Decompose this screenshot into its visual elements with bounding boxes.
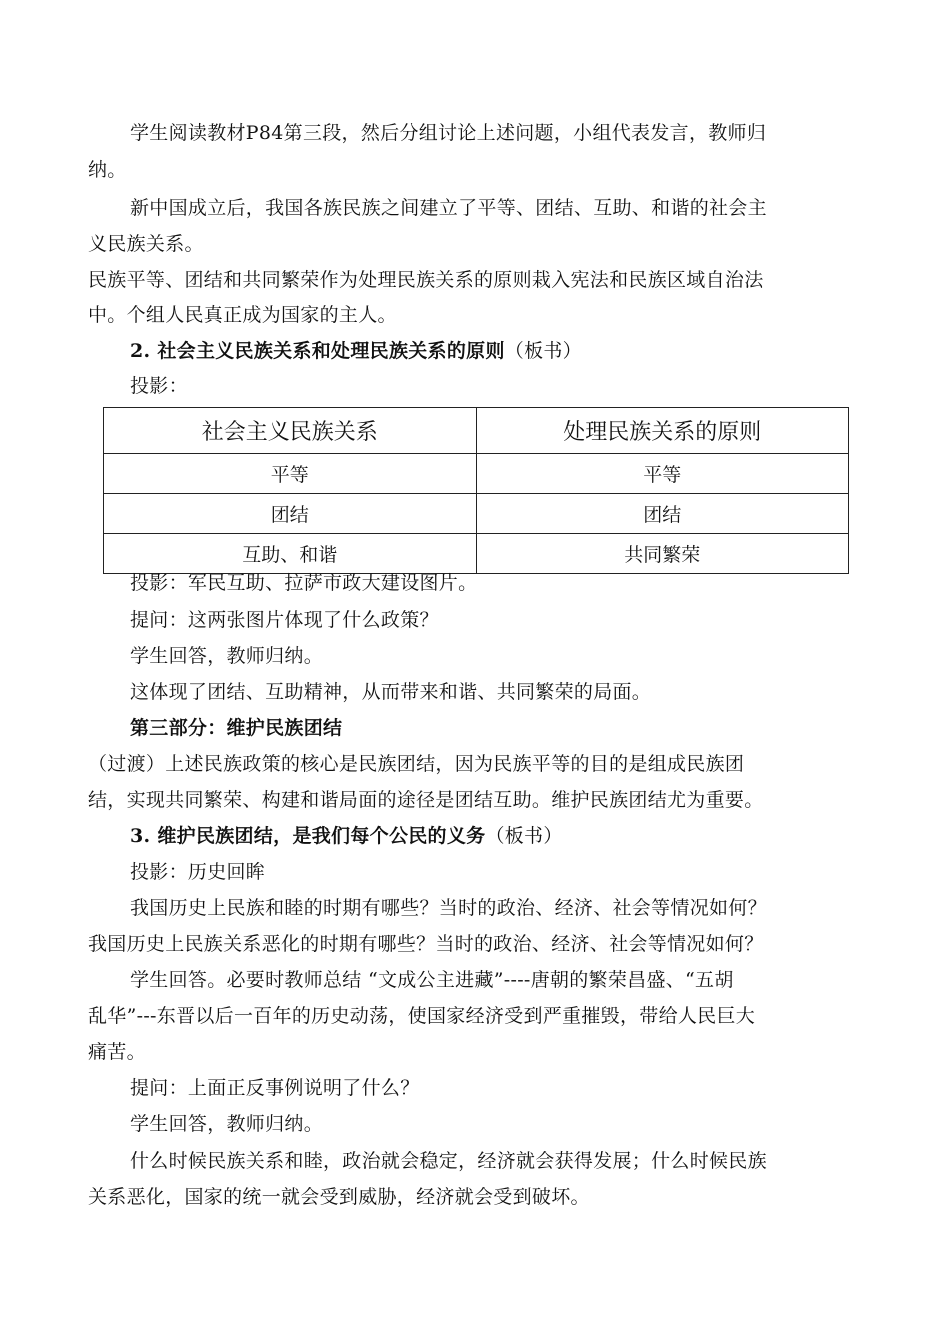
table-row (104, 454, 849, 494)
table-cell: 团结 (476, 494, 849, 534)
table-cell: 平等 (476, 454, 849, 494)
paragraph-line: 学生阅读教材P84第三段，然后分组讨论上述问题，小组代表发言，教师归 (130, 122, 767, 144)
table-cell: 共同繁荣 (476, 534, 849, 574)
table-row (104, 494, 849, 534)
paragraph-line: 提问：这两张图片体现了什么政策？ (130, 609, 439, 631)
paragraph-line: 新中国成立后，我国各族民族之间建立了平等、团结、互助、和谐的社会主 (130, 197, 767, 219)
paragraph-line: 这体现了团结、互助精神，从而带来和谐、共同繁荣的局面。 (130, 681, 652, 703)
table-cell: 团结 (104, 494, 477, 534)
projection-label: 投影： (130, 375, 188, 397)
paragraph-line: 民族平等、团结和共同繁荣作为处理民族关系的原则栽入宪法和民族区域自治法 (88, 269, 764, 291)
section-heading-3-tail: （板书） (485, 825, 563, 847)
paragraph-line: 乱华”---东晋以后一百年的历史动荡，使国家经济受到严重摧毁，带给人民巨大 (88, 1005, 756, 1027)
paragraph-line: 中。个组人民真正成为国家的主人。 (88, 304, 397, 326)
paragraph-line: 投影：历史回眸 (130, 861, 266, 883)
table-header-row (104, 408, 849, 454)
paragraph-line: 结，实现共同繁荣、构建和谐局面的途径是团结互助。维护民族团结尤为重要。 (88, 789, 764, 811)
section-heading-2 (130, 339, 905, 364)
paragraph-line: 学生回答。必要时教师总结 “文成公主进藏”----唐朝的繁荣昌盛、“五胡 (130, 969, 734, 991)
table-cell: 互助、和谐 (104, 534, 477, 574)
paragraph-line: （过渡）上述民族政策的核心是民族团结，因为民族平等的目的是组成民族团 (88, 753, 745, 775)
paragraph-line: 学生回答，教师归纳。 (130, 1113, 324, 1135)
paragraph-line: 什么时候民族关系和睦，政治就会稳定，经济就会获得发展；什么时候民族 (130, 1150, 767, 1172)
section-heading-2-tail: （板书） (504, 340, 582, 362)
paragraph-line: 我国历史上民族和睦的时期有哪些？当时的政治、经济、社会等情况如何？ (130, 897, 767, 919)
paragraph-line: 痛苦。 (88, 1041, 146, 1063)
paragraph-line: 投影：军民互助、拉萨市政大建设图片。 (130, 572, 478, 594)
paragraph-line: 我国历史上民族关系恶化的时期有哪些？当时的政治、经济、社会等情况如何？ (88, 933, 764, 955)
part-heading: 第三部分：维护民族团结 (130, 717, 343, 739)
table-header-cell: 社会主义民族关系 (104, 408, 477, 454)
section-heading-2-text: 2. 社会主义民族关系和处理民族关系的原则 (130, 340, 505, 362)
section-heading-3 (130, 824, 905, 849)
projection-table (103, 407, 849, 574)
table-cell: 平等 (104, 454, 477, 494)
section-heading-3-text: 3. 维护民族团结，是我们每个公民的义务 (130, 825, 486, 847)
paragraph-line: 纳。 (88, 159, 127, 181)
paragraph-line: 关系恶化，国家的统一就会受到威胁，经济就会受到破坏。 (88, 1186, 590, 1208)
paragraph-line: 义民族关系。 (88, 233, 204, 255)
table-row (104, 534, 849, 574)
table-header-cell: 处理民族关系的原则 (476, 408, 849, 454)
paragraph-line: 提问：上面正反事例说明了什么？ (130, 1077, 420, 1099)
paragraph-line: 学生回答，教师归纳。 (130, 645, 324, 667)
